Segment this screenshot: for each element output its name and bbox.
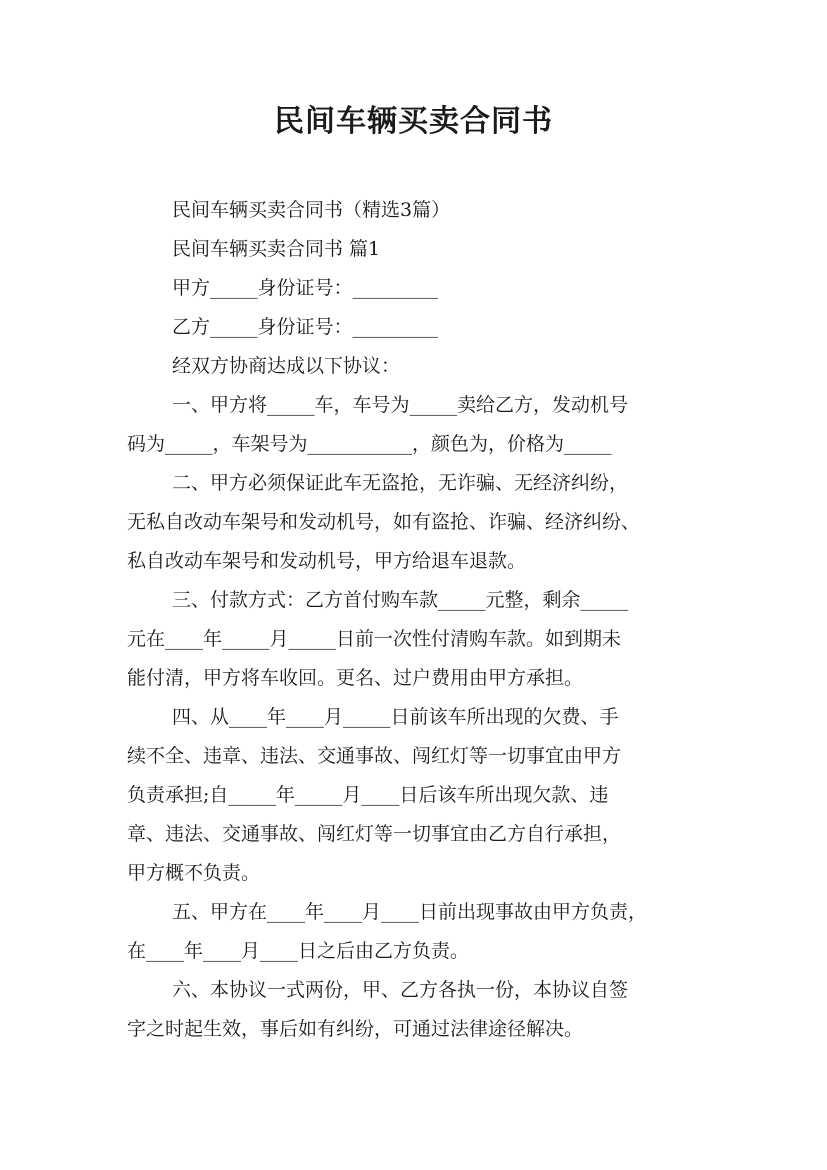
clause-6-line-1: 六、本协议一式两份，甲、乙方各执一份，本协议自签 <box>172 979 629 1001</box>
section-heading: 民间车辆买卖合同书 篇1 <box>172 238 381 260</box>
party-a-line: 甲方_____身份证号：_________ <box>172 277 439 299</box>
clause-4-line-2: 续不全、违章、违法、交通事故、闯红灯等一切事宜由甲方 <box>127 745 622 767</box>
clause-2-line-1: 二、甲方必须保证此车无盗抢，无诈骗、无经济纠纷， <box>172 472 629 494</box>
clause-5-line-2: 在____年____月____日之后由乙方负责。 <box>127 940 470 962</box>
party-b-line: 乙方_____身份证号：_________ <box>172 316 439 338</box>
clause-4-line-3: 负责承担;自_____年_____月____日后该车所出现欠款、违 <box>127 784 609 806</box>
agreement-intro-line: 经双方协商达成以下协议： <box>172 355 401 377</box>
clause-5-line-1: 五、甲方在____年____月____日前出现事故由甲方负责， <box>172 901 648 923</box>
clause-3-line-3: 能付清，甲方将车收回。更名、过户费用由甲方承担。 <box>127 667 584 689</box>
subtitle-line: 民间车辆买卖合同书（精选3篇） <box>172 199 451 221</box>
clause-3-line-1: 三、付款方式：乙方首付购车款_____元整，剩余_____ <box>172 589 629 611</box>
clause-3-line-2: 元在____年_____月_____日前一次性付清购车款。如到期未 <box>127 628 622 650</box>
clause-4-line-1: 四、从____年____月_____日前该车所出现的欠费、手 <box>172 706 619 728</box>
document-title: 民间车辆买卖合同书 <box>274 104 553 139</box>
clause-2-line-3: 私自改动车架号和发动机号，甲方给退车退款。 <box>127 550 527 572</box>
clause-1-line-2: 码为_____，车架号为___________，颜色为，价格为_____ <box>127 433 612 455</box>
clause-4-line-5: 甲方概不负责。 <box>127 862 261 884</box>
clause-2-line-2: 无私自改动车架号和发动机号，如有盗抢、诈骗、经济纠纷、 <box>127 511 641 533</box>
clause-4-line-4: 章、违法、交通事故、闯红灯等一切事宜由乙方自行承担， <box>127 823 622 845</box>
clause-1-line-1: 一、甲方将_____车，车号为_____卖给乙方，发动机号 <box>172 394 629 416</box>
clause-6-line-2: 字之时起生效，事后如有纠纷，可通过法律途径解决。 <box>127 1018 584 1040</box>
